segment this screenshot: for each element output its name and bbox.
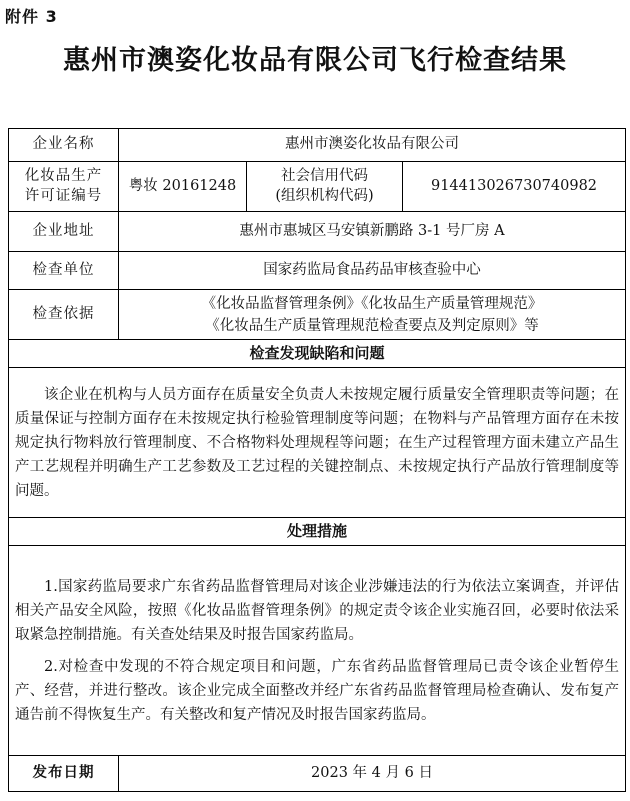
license-label (9, 162, 119, 212)
address-value: 惠州市惠城区马安镇新鹏路 3-1 号厂房 A (119, 212, 626, 252)
credit-code-label (247, 162, 403, 212)
row-measures-header (9, 518, 626, 546)
inspection-result-table (8, 128, 626, 792)
page-title: 惠州市澳姿化妆品有限公司飞行检查结果 (63, 45, 567, 76)
license-label-line2: 许可证编号 (24, 187, 103, 204)
row-findings (9, 368, 626, 518)
basis-line2: 《化妆品生产质量管理规范检查要点及判定原则》等 (205, 317, 539, 334)
date-value: 2023 年 4 月 6 日 (119, 756, 626, 792)
license-label-line1: 化妆品生产 (24, 167, 103, 184)
basis-value (119, 290, 626, 340)
license-value: 粤妆 20161248 (119, 162, 247, 212)
attachment-label: 附件 3 (5, 7, 58, 26)
inspector-value: 国家药监局食品药品审核查验中心 (119, 252, 626, 290)
findings-header: 检查发现缺陷和问题 (9, 340, 626, 368)
credit-code-label-line2: (组织机构代码) (275, 187, 374, 204)
row-company-name (9, 129, 626, 162)
row-license (9, 162, 626, 212)
inspector-label: 检查单位 (9, 252, 119, 290)
measure-1: 1.国家药监局要求广东省药品监督管理局对该企业涉嫌违法的行为依法立案调查，并评估相关产品安全风险，按照《化妆品监督管理条例》的规定责令该企业实施召回，必要时依法采取紧急控制措施。有关查处结果及时报告国家药监局。 (15, 578, 620, 643)
measure-2: 2.对检查中发现的不符合规定项目和问题，广东省药品监督管理局已责令该企业暂停生产、经营，并进行整改。该企业完成全面整改并经广东省药品监督管理局检查确认、发布复产通告前不得恢复生产。有关整改和复产情况及时报告国家药监局。 (15, 658, 620, 723)
row-basis (9, 290, 626, 340)
date-label: 发布日期 (9, 756, 119, 792)
row-inspector (9, 252, 626, 290)
company-name-value: 惠州市澳姿化妆品有限公司 (119, 129, 626, 162)
company-name-label: 企业名称 (9, 129, 119, 162)
row-date (9, 756, 626, 792)
basis-label: 检查依据 (9, 290, 119, 340)
row-findings-header (9, 340, 626, 368)
credit-code-value: 91441302673074098​2 (403, 162, 626, 212)
address-label: 企业地址 (9, 212, 119, 252)
findings-text: 该企业在机构与人员方面存在质量安全负责人未按规定履行质量安全管理职责等问题；在质量保证与控制方面存在未按规定执行检验管理制度等问题；在物料与产品管理方面存在未按规定执行物料放行管理制度、不合格物料处理规程等问题；在生产过程管理方面未建立产品生产工艺规程并明确生产工艺参数及工艺过程的关键控制点、未按规定执行产品放行管理制度等问题。 (9, 368, 626, 518)
measures-header: 处理措施 (9, 518, 626, 546)
row-measures (9, 546, 626, 756)
measures-content (9, 546, 626, 756)
credit-code-label-line1: 社会信用代码 (281, 167, 368, 184)
row-address (9, 212, 626, 252)
basis-line1: 《化妆品监督管理条例》《化妆品生产质量管理规范》 (201, 295, 543, 312)
